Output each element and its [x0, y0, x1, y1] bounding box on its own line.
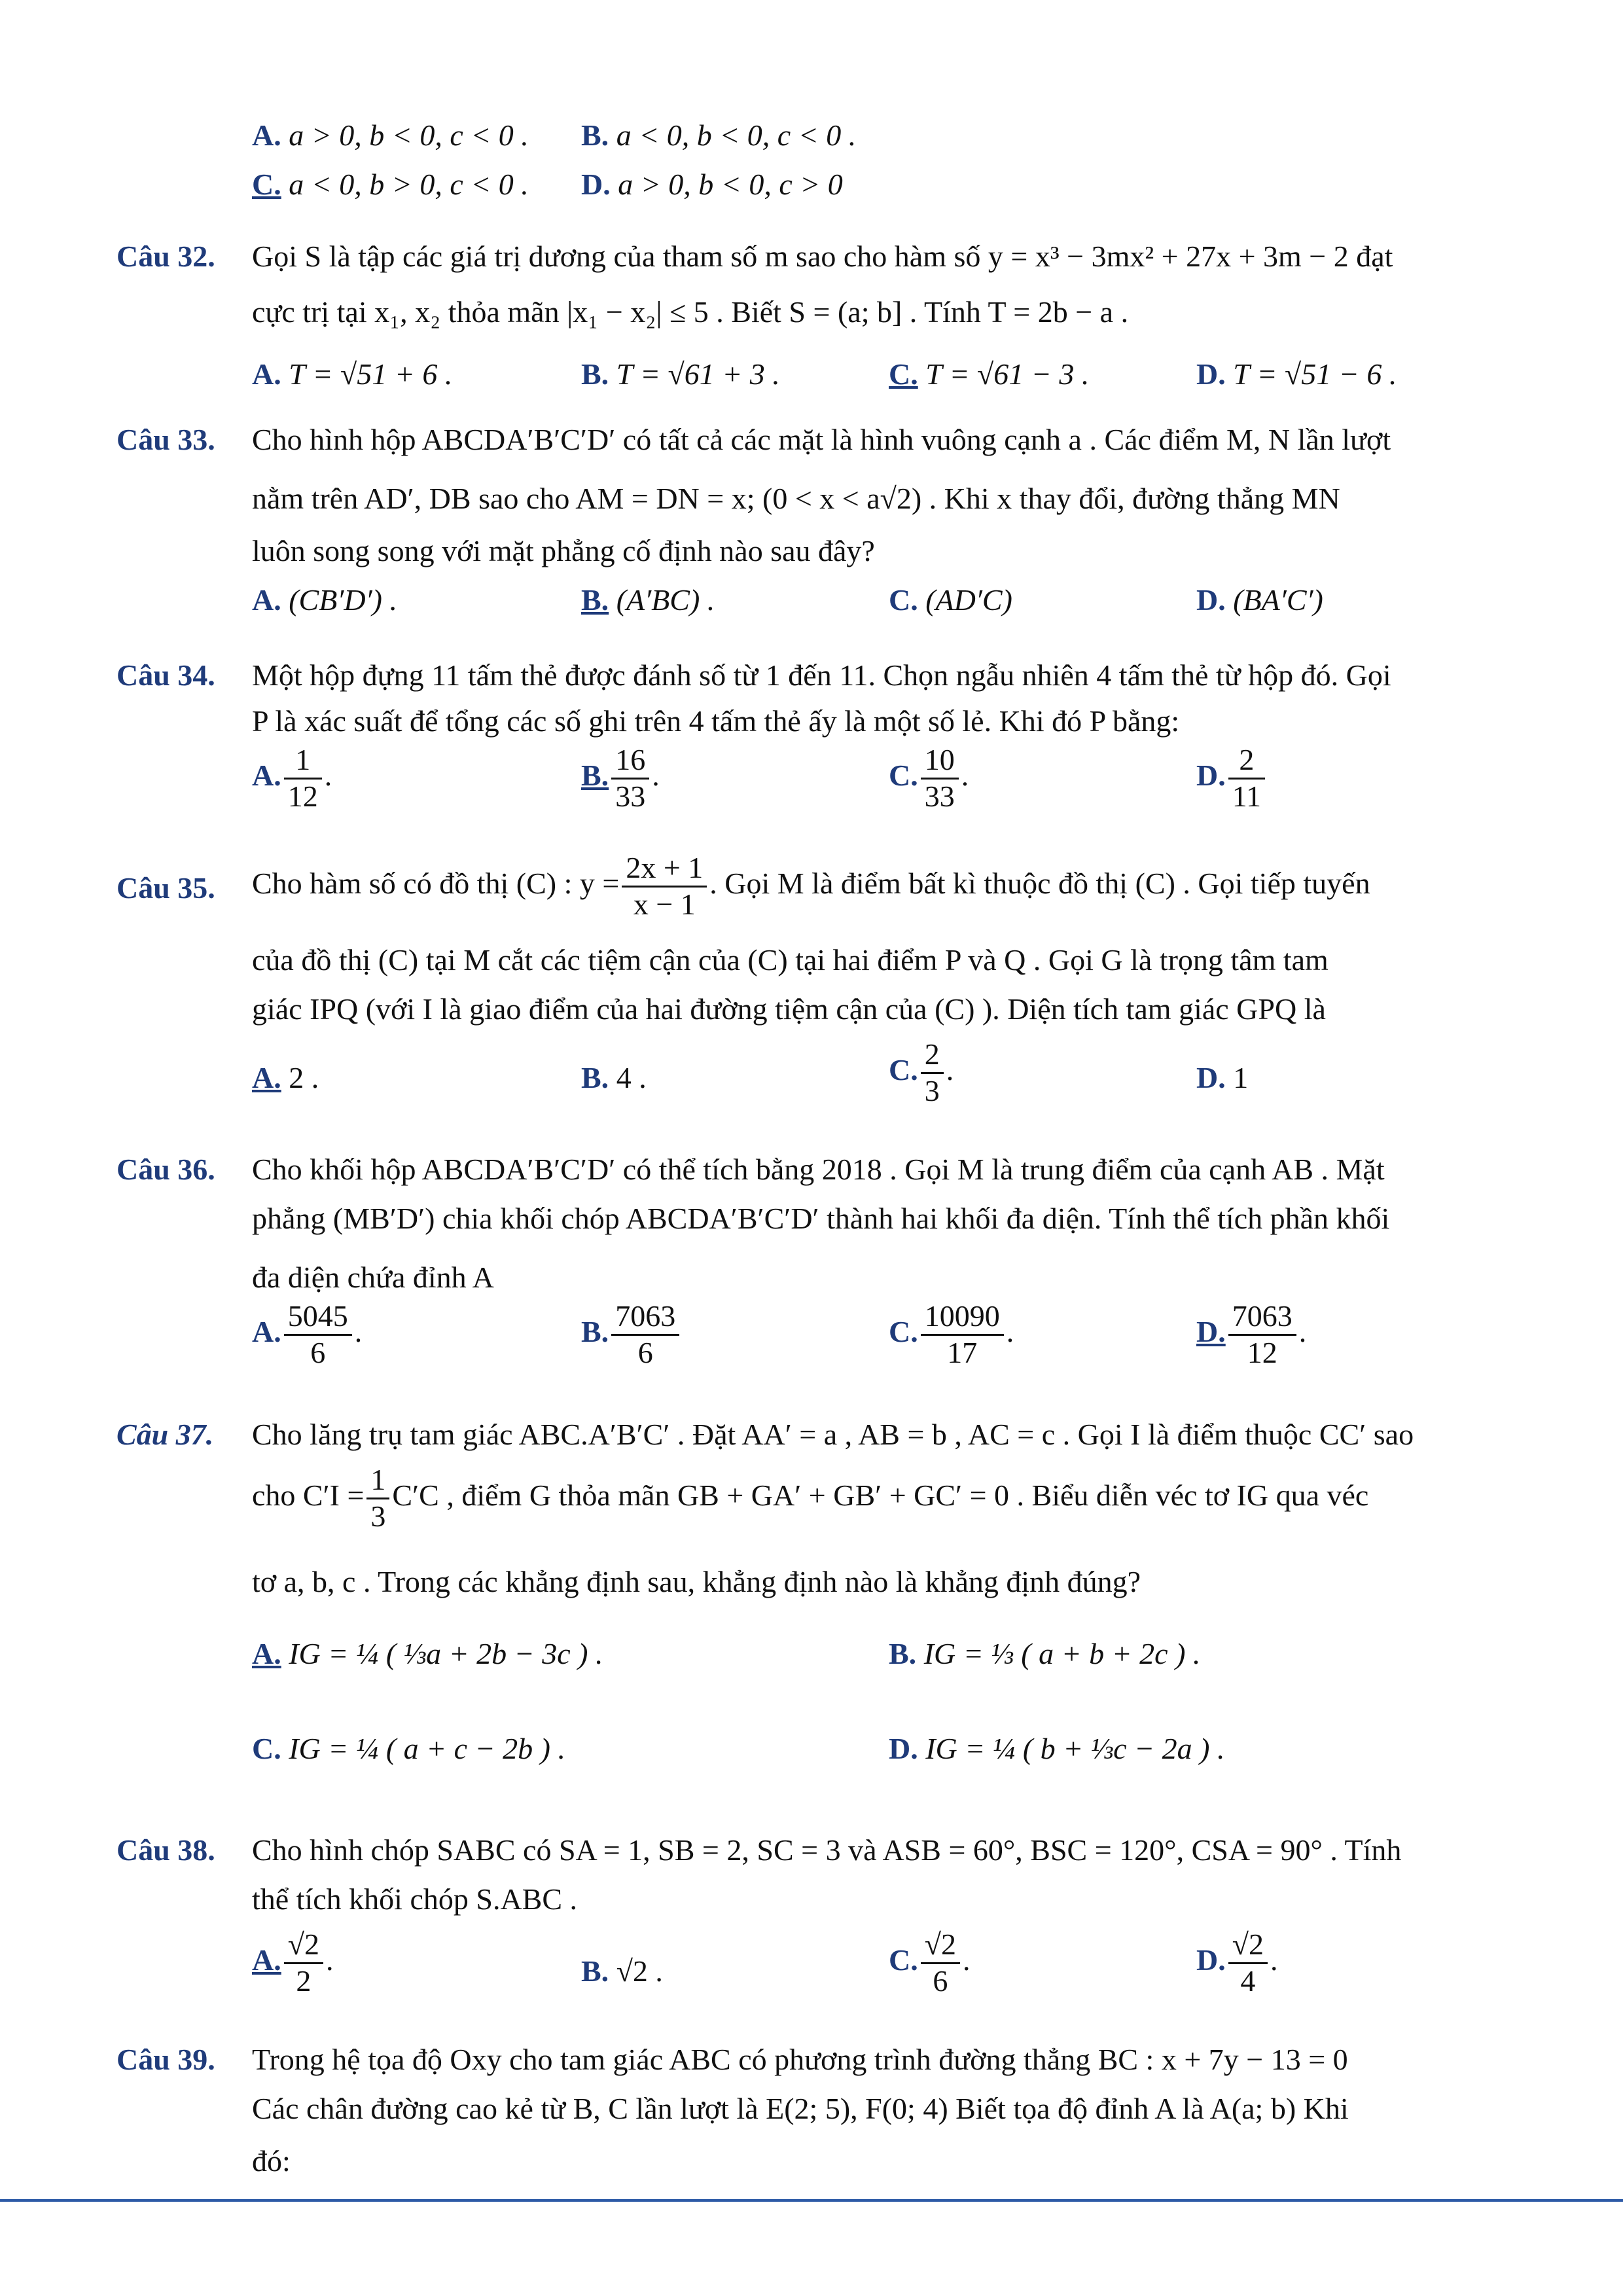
question-39-line-2: Các chân đường cao kẻ từ B, C lần lượt là E(2; 5), F(0; 4) Biết tọa độ đỉnh A là A(a; b) Khi [252, 2092, 1349, 2125]
question-32-option-c[interactable]: C. T = √61 − 3 . [889, 357, 1090, 391]
question-33-label: Câu 33. [116, 423, 215, 456]
question-32-option-d[interactable]: D. T = √51 − 6 . [1196, 357, 1397, 391]
question-37-line-1: Cho lăng trụ tam giác ABC.A′B′C′ . Đặt AA′ = a , AB = b , AC = c . Gọi I là điểm thuộc CC′ sao [252, 1418, 1414, 1451]
question-37-option-b[interactable]: B. IG = ⅓ ( a + b + 2c ) . [889, 1637, 1201, 1670]
fraction: $\frac{7063}{12}$ [1228, 1299, 1296, 1371]
question-34-line-1: Một hộp đựng 11 tấm thẻ được đánh số từ 1 đến 11. Chọn ngẫu nhiên 4 tấm thẻ từ hộp đó. Gọi [252, 658, 1391, 692]
question-37-option-c[interactable]: C. IG = ¼ ( a + c − 2b ) . [252, 1732, 565, 1765]
question-36-line-2: phẳng (MB′D′) chia khối chóp ABCDA′B′C′D′ thành hai khối đa diện. Tính thể tích phần khối [252, 1202, 1390, 1235]
question-38-option-d[interactable]: D. $\frac{√2}{4}$ . [1196, 1928, 1278, 1998]
question-38-option-c[interactable]: C. $\frac{√2}{6}$ . [889, 1928, 971, 1998]
fraction: $\frac{√2}{4}$ [1228, 1928, 1268, 1999]
question-36-label: Câu 36. [116, 1153, 215, 1186]
question-34-line-2: P là xác suất để tổng các số ghi trên 4 tấm thẻ ấy là một số lẻ. Khi đó P bằng: [252, 704, 1180, 738]
question-34-option-c[interactable]: C. $\frac{10}{33}$ . [889, 743, 969, 813]
question-32-label: Câu 32. [116, 240, 215, 273]
question-34-option-d[interactable]: D. $\frac{2}{11}$ [1196, 743, 1268, 814]
question-38-option-b[interactable]: B. √2 . [581, 1954, 663, 1988]
question-35-line-2: của đồ thị (C) tại M cắt các tiệm cận của (C) tại hai điểm P và Q . Gọi G là trọng tâm tam [252, 943, 1329, 977]
question-32-option-b[interactable]: B. T = √61 + 3 . [581, 357, 780, 391]
question-38-label: Câu 38. [116, 1833, 215, 1867]
question-33-line-3: luôn song song với mặt phẳng cố định nào sau đây? [252, 534, 875, 567]
prev-option-a[interactable]: A. a > 0, b < 0, c < 0 . [252, 118, 529, 152]
question-37-line-3: tơ a, b, c . Trong các khẳng định sau, khẳng định nào là khẳng định đúng? [252, 1565, 1141, 1598]
question-33-line-2: nằm trên AD′, DB sao cho AM = DN = x; (0 < x < a√2) . Khi x thay đổi, đường thẳng MN [252, 482, 1340, 515]
fraction: $\frac{5045}{6}$ [284, 1299, 352, 1371]
fraction: $\frac{1}{12}$ [284, 743, 322, 814]
question-32-line-2: cực trị tại x₁, x₂ thỏa mãn |x₁ − x₂| ≤ 5 . Biết S = (a; b] . Tính T = 2b − a . [252, 295, 1129, 329]
fraction: $\frac{10}{33}$ [921, 743, 959, 814]
fraction: $\frac{2}{3}$ [921, 1037, 944, 1109]
fraction: $\frac{10090}{17}$ [921, 1299, 1004, 1371]
fraction: $\frac{16}{33}$ [611, 743, 649, 814]
question-35-option-d[interactable]: D. 1 [1196, 1061, 1249, 1094]
question-36-option-c[interactable]: C. $\frac{10090}{17}$ . [889, 1299, 1014, 1369]
prev-option-c[interactable]: C. a < 0, b > 0, c < 0 . [252, 168, 529, 201]
question-35-option-c[interactable]: C. $\frac{2}{3}$ . [889, 1037, 954, 1107]
question-32-option-a[interactable]: A. T = √51 + 6 . [252, 357, 453, 391]
question-37-option-a[interactable]: A. IG = ¼ ( ⅓a + 2b − 3c ) . [252, 1637, 603, 1670]
fraction: $\frac{√2}{2}$ [284, 1928, 323, 1999]
question-32-line-1: Gọi S là tập các giá trị dương của tham số m sao cho hàm số y = x³ − 3mx² + 27x + 3m − 2 đạt [252, 240, 1393, 273]
question-34-label: Câu 34. [116, 658, 215, 692]
question-36-option-d[interactable]: D. $\frac{7063}{12}$ . [1196, 1299, 1307, 1369]
question-38-line-2: thể tích khối chóp S.ABC . [252, 1882, 578, 1916]
fraction: $\frac{1}{3}$ [366, 1463, 389, 1534]
question-35-option-b[interactable]: B. 4 . [581, 1061, 647, 1094]
question-38-option-a[interactable]: A. $\frac{√2}{2}$ . [252, 1928, 334, 1998]
question-36-line-1: Cho khối hộp ABCDA′B′C′D′ có thể tích bằng 2018 . Gọi M là trung điểm của cạnh AB . Mặt [252, 1153, 1385, 1186]
footer-divider [0, 2199, 1623, 2202]
prev-option-d[interactable]: D. a > 0, b < 0, c > 0 [581, 168, 843, 201]
question-36-option-b[interactable]: B. $\frac{7063}{6}$ [581, 1299, 682, 1371]
question-36-option-a[interactable]: A. $\frac{5045}{6}$ . [252, 1299, 363, 1369]
question-33-line-1: Cho hình hộp ABCDA′B′C′D′ có tất cả các mặt là hình vuông cạnh a . Các điểm M, N lần lượt [252, 423, 1391, 456]
fraction: $\frac{2}{11}$ [1228, 743, 1265, 814]
question-35-line-1: Cho hàm số có đồ thị (C) : y = $\frac{2x + 1}{x - 1}$ . Gọi M là điểm bất kì thuộc đồ thị (C) . Gọi tiếp tuyến [252, 851, 1370, 921]
question-39-line-3: đó: [252, 2144, 291, 2178]
question-39-label: Câu 39. [116, 2043, 215, 2076]
question-36-line-3: đa diện chứa đỉnh A [252, 1261, 494, 1294]
question-37-label: Câu 37. [116, 1418, 214, 1451]
question-34-option-a[interactable]: A. $\frac{1}{12}$ . [252, 743, 332, 813]
question-33-option-c[interactable]: C. (AD′C) [889, 583, 1012, 617]
question-35-label: Câu 35. [116, 871, 215, 905]
question-37-option-d[interactable]: D. IG = ¼ ( b + ⅓c − 2a ) . [889, 1732, 1225, 1765]
fraction: $\frac{2x + 1}{x - 1}$ [622, 851, 707, 922]
fraction: $\frac{√2}{6}$ [921, 1928, 960, 1999]
question-35-option-a[interactable]: A. 2 . [252, 1061, 319, 1094]
question-35-line-3: giác IPQ (với I là giao điểm của hai đường tiệm cận của (C) ). Diện tích tam giác GPQ là [252, 992, 1326, 1026]
fraction: $\frac{7063}{6}$ [611, 1299, 679, 1371]
question-37-line-2: cho C′I = $\frac{1}{3}$ C′C , điểm G thỏa mãn GB + GA′ + GB′ + GC′ = 0 . Biểu diễn véc tơ IG qua véc [252, 1463, 1369, 1533]
question-39-line-1: Trong hệ tọa độ Oxy cho tam giác ABC có phương trình đường thẳng BC : x + 7y − 13 = 0 [252, 2043, 1348, 2076]
question-33-option-a[interactable]: A. (CB′D′) . [252, 583, 397, 617]
prev-option-b[interactable]: B. a < 0, b < 0, c < 0 . [581, 118, 857, 152]
question-33-option-d[interactable]: D. (BA′C′) [1196, 583, 1323, 617]
question-33-option-b[interactable]: B. (A′BC) . [581, 583, 715, 617]
question-34-option-b[interactable]: B. $\frac{16}{33}$ . [581, 743, 660, 813]
question-38-line-1: Cho hình chóp SABC có SA = 1, SB = 2, SC = 3 và ASB = 60°, BSC = 120°, CSA = 90° . Tính [252, 1833, 1402, 1867]
